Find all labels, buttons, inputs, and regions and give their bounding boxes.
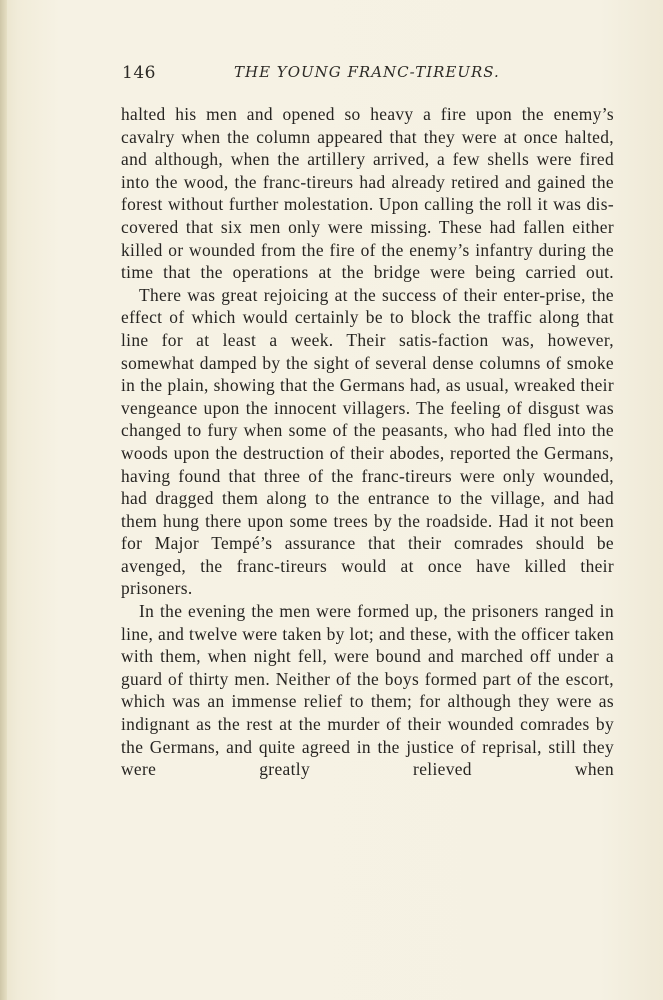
running-title: THE YOUNG FRANC-TIREURS. xyxy=(234,63,500,81)
page-number: 146 xyxy=(122,63,156,83)
page-binding-edge xyxy=(0,0,7,1000)
paragraph-1: halted his men and opened so heavy a fire upon the enemy’s cavalry when the column appeared that they were at once halted, and although, when the artillery arrived, a few shells were fired into the wood, the franc-tireurs had already retired and gained the forest without further molestation. Upon calling the roll it was dis-covered that six men only were missing. These had fallen either killed or wounded from the fire of the enemy’s infantry during the time that the operations at the bridge were being carried out. xyxy=(121,104,614,283)
body-text xyxy=(121,103,614,781)
paragraph-2: There was great rejoicing at the success of their enter-prise, the effect of which would certainly be to block the traffic along that line for at least a week. Their satis-faction was, however, somewhat damped by the sight of several dense columns of smoke in the plain, showing that the Germans had, as usual, wreaked their vengeance upon the innocent villagers. The feeling of disgust was changed to fury when some of the peasants, who had fled into the woods upon the destruction of their abodes, reported the Germans, having found that three of the franc-tireurs were only wounded, had dragged them along to the entrance to the village, and had them hung there upon some trees by the roadside. Had it not been for Major Tempé’s assurance that their comrades should be avenged, the franc-tireurs would at once have killed their prisoners. xyxy=(121,284,614,599)
running-head xyxy=(122,63,614,87)
paragraph-3: In the evening the men were formed up, the prisoners ranged in line, and twelve were taken by lot; and these, with the officer taken with them, when night fell, were bound and marched off under a guard of thirty men. Neither of the boys formed part of the escort, which was an immense relief to them; for although they were as indignant as the rest at the murder of their wounded comrades by the Germans, and quite agreed in the justice of reprisal, still they were greatly relieved when xyxy=(121,601,614,780)
